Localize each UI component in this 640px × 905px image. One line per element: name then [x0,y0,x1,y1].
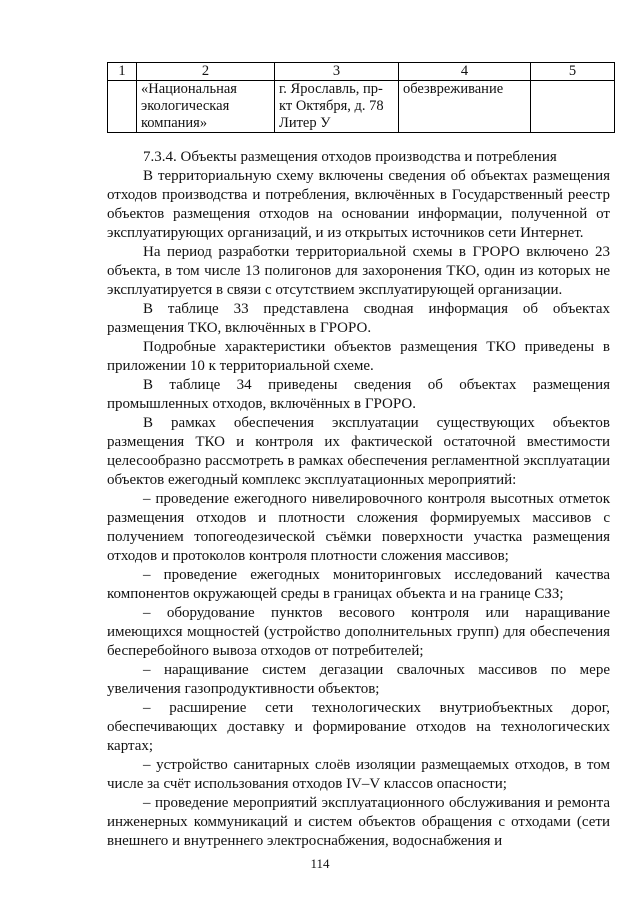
table-cell [531,81,615,133]
page-number: 114 [310,856,330,871]
paragraph: В территориальную схему включены сведения об объектах размещения отходов производства и потребления, включённых в Государственный реестр объектов размещения отходов на основании информации, полученной от эксплуатирующих организаций, и из открытых источников сети Интернет. [107,168,610,241]
list-item: – оборудование пунктов весового контроля или наращивание имеющихся мощностей (устройство дополнительных групп) для обеспечения бесперебойного вывоза отходов от потребителей; [107,605,610,659]
body-text [107,148,610,851]
table-cell-address: г. Ярославль, пр- кт Октября, д. 78 Литер У [275,81,399,133]
list-item: – устройство санитарных слоёв изоляции размещаемых отходов, в том числе за счёт использования отходов IV–V классов опасности; [107,757,610,792]
paragraph: В таблице 34 приведены сведения об объектах размещения промышленных отходов, включённых в ГРОРО. [107,377,610,412]
table-header-cell: 1 [108,63,137,81]
paragraph: В таблице 33 представлена сводная информация об объектах размещения ТКО, включённых в ГРОРО. [107,301,610,336]
paragraph: В рамках обеспечения эксплуатации существующих объектов размещения ТКО и контроля их фактической остаточной вместимости целесообразно рассмотреть в рамках обеспечения регламентной эксплуатации объектов ежегодный комплекс эксплуатационных мероприятий: [107,415,610,488]
list-item: – проведение мероприятий эксплуатационного обслуживания и ремонта инженерных коммуникаций и систем объектов обращения с отходами (сети внешнего и внутреннего электроснабжения, водоснабжения и [107,795,610,849]
table-header-cell: 2 [137,63,275,81]
table-header-cell: 3 [275,63,399,81]
continuation-table [107,62,615,133]
paragraph: На период разработки территориальной схемы в ГРОРО включено 23 объекта, в том числе 13 полигонов для захоронения ТКО, один из которых не эксплуатируется в связи с отсутствием эксплуатирующей организации. [107,244,610,298]
list-item: – проведение ежегодного нивелировочного контроля высотных отметок размещения отходов и плотности сложения формируемых массивов с получением топогеодезической съёмки поверхности участка размещения отходов и протоколов контроля плотности сложения массивов; [107,491,610,564]
list-item: – расширение сети технологических внутриобъектных дорог, обеспечивающих доставку и формирование отходов на технологических картах; [107,700,610,754]
list-item: – наращивание систем дегазации свалочных массивов по мере увеличения газопродуктивности объектов; [107,662,610,697]
table-header-cell: 5 [531,63,615,81]
table-header-cell: 4 [399,63,531,81]
table-cell [108,81,137,133]
table-cell-activity: обезвреживание [399,81,531,133]
paragraph: Подробные характеристики объектов размещения ТКО приведены в приложении 10 к территориальной схеме. [107,339,610,374]
table-row [108,81,615,133]
table-cell-organization: «Национальная экологическая компания» [137,81,275,133]
list-item: – проведение ежегодных мониторинговых исследований качества компонентов окружающей среды в границах объекта и на границе СЗЗ; [107,567,610,602]
table-header-row [108,63,615,81]
section-heading: 7.3.4. Объекты размещения отходов производства и потребления [143,149,557,165]
